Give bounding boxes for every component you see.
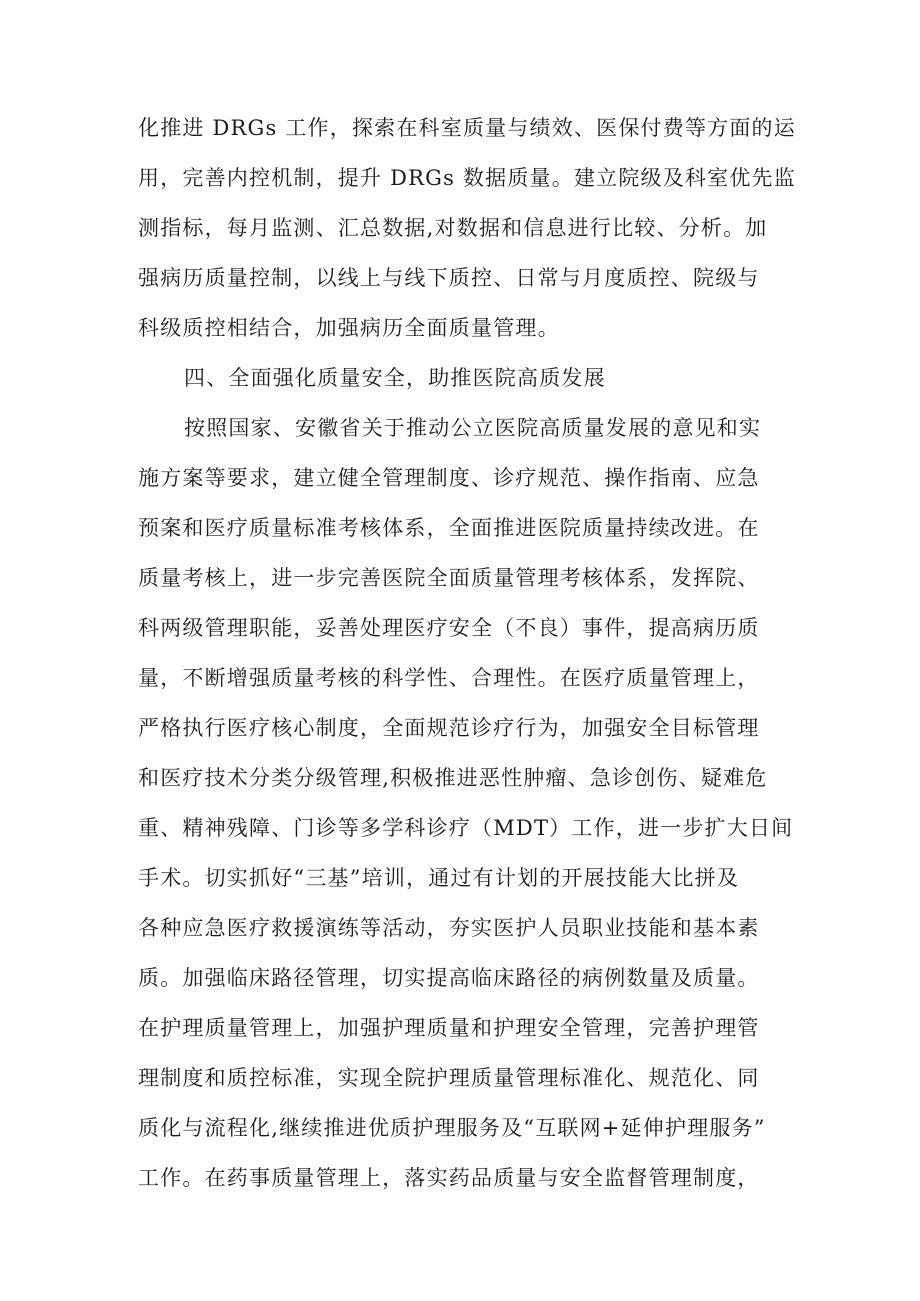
body-text-line: 各种应急医疗救援演练等活动，夯实医护人员职业技能和基本素 <box>138 916 760 940</box>
body-text-line: 用，完善内控机制，提升 DRGs 数据质量。建立院级及科室优先监 <box>138 166 796 190</box>
body-text-line: 理制度和质控标准，实现全院护理质量管理标准化、规范化、同 <box>138 1066 760 1090</box>
body-text-line: 科级质控相结合，加强病历全面质量管理。 <box>138 316 560 340</box>
body-text-line: 和医疗技术分类分级管理,积极推进恶性肿瘤、急诊创伤、疑难危 <box>138 766 768 790</box>
body-text-line: 质化与流程化,继续推进优质护理服务及“互联网+延伸护理服务” <box>138 1116 766 1140</box>
body-text-line: 手术。切实抓好“三基”培训，通过有计划的开展技能大比拼及 <box>138 866 740 890</box>
body-text-line: 重、精神残障、门诊等多学科诊疗（MDT）工作，进一步扩大日间 <box>138 816 794 840</box>
body-text-line: 强病历质量控制，以线上与线下质控、日常与月度质控、院级与 <box>138 266 760 290</box>
body-text-line: 测指标，每月监测、汇总数据,对数据和信息进行比较、分析。加 <box>138 216 768 240</box>
body-text-line: 工作。在药事质量管理上，落实药品质量与安全监督管理制度， <box>138 1166 760 1190</box>
body-text-line: 施方案等要求，建立健全管理制度、诊疗规范、操作指南、应急 <box>138 466 760 490</box>
body-text-line: 质。加强临床路径管理，切实提高临床路径的病例数量及质量。 <box>138 966 760 990</box>
body-text-line: 量，不断增强质量考核的科学性、合理性。在医疗质量管理上， <box>138 666 760 690</box>
paragraph-first-line: 按照国家、安徽省关于推动公立医院高质量发展的意见和实 <box>184 416 762 440</box>
body-text-line: 质量考核上，进一步完善医院全面质量管理考核体系，发挥院、 <box>138 566 760 590</box>
body-text-line: 科两级管理职能，妥善处理医疗安全（不良）事件，提高病历质 <box>138 616 760 640</box>
body-text-line: 严格执行医疗核心制度，全面规范诊疗行为，加强安全目标管理 <box>138 716 760 740</box>
body-text-line: 在护理质量管理上，加强护理质量和护理安全管理，完善护理管 <box>138 1016 760 1040</box>
body-text-line: 预案和医疗质量标准考核体系，全面推进医院质量持续改进。在 <box>138 516 760 540</box>
section-heading: 四、全面强化质量安全，助推医院高质发展 <box>184 366 606 390</box>
body-text-line: 化推进 DRGs 工作，探索在科室质量与绩效、医保付费等方面的运 <box>138 116 796 140</box>
